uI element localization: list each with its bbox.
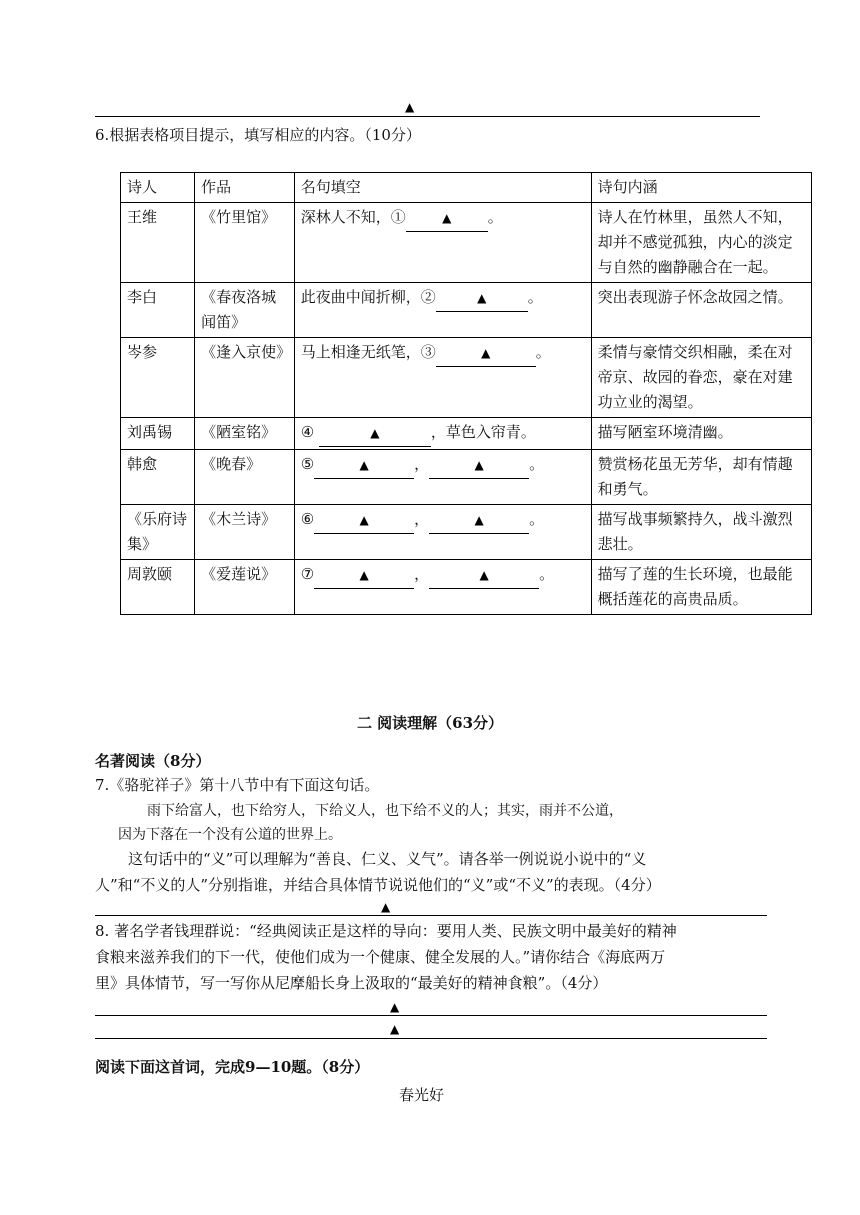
fill-cell: [294, 283, 591, 338]
header-poet: 诗人: [121, 173, 195, 203]
header-meaning: 诗句内涵: [591, 173, 811, 203]
work-cell: 《竹里馆》: [195, 203, 295, 283]
blank-marker: ▲: [359, 568, 369, 582]
meaning-cell: 诗人在竹林里，虽然人不知，却并不感觉孤独，内心的淡定与自然的幽静融合在一起。: [591, 203, 811, 283]
line-separator: ，: [414, 455, 430, 473]
table-row: [121, 560, 812, 615]
line-prefix: ⑤: [300, 455, 315, 473]
blank-marker: ▲: [474, 458, 484, 472]
poem-title: 春光好: [399, 1086, 445, 1104]
answer-blank[interactable]: [436, 285, 528, 312]
fill-cell: [294, 203, 591, 283]
question-8-line-1: 8. 著名学者钱理群说：“经典阅读正是这样的导向：要用人类、民族文明中最美好的精神: [95, 922, 677, 940]
fill-cell: [294, 418, 591, 450]
answer-blank[interactable]: [314, 507, 414, 534]
line-prefix: 马上相逢无纸笔，③: [300, 343, 436, 361]
answer-blank[interactable]: [406, 205, 488, 232]
fill-cell: [294, 560, 591, 615]
line-suffix: 。: [535, 343, 551, 361]
answer-blank[interactable]: [429, 562, 539, 589]
line-suffix: 。: [529, 455, 545, 473]
answer-marker: ▲: [390, 1000, 400, 1014]
poet-cell: 《乐府诗集》: [121, 505, 195, 560]
answer-line: [95, 1015, 767, 1016]
poet-cell: 韩愈: [121, 450, 195, 505]
section-title: 二 阅读理解（63分）: [356, 714, 504, 732]
blank-marker: ▲: [359, 513, 369, 527]
answer-blank[interactable]: [429, 507, 529, 534]
blank-marker: ▲: [479, 568, 489, 582]
poem-section-heading: 阅读下面这首词，完成9—10题。（8分）: [95, 1058, 370, 1076]
work-cell: 《陋室铭》: [195, 418, 295, 450]
quote-line-2: 因为下落在一个没有公道的世界上。: [118, 827, 342, 843]
quote-line-1: 雨下给富人，也下给穷人，下给义人，也下给不义的人；其实，雨并不公道，: [147, 803, 623, 819]
blank-marker: ▲: [359, 458, 369, 472]
table-row: [121, 418, 812, 450]
blank-marker: ▲: [442, 211, 452, 225]
line-prefix: 深林人不知，①: [300, 208, 406, 226]
poetry-table: [120, 172, 812, 615]
meaning-cell: 突出表现游子怀念故园之情。: [591, 283, 811, 338]
answer-line: [95, 1038, 767, 1039]
poet-cell: 李白: [121, 283, 195, 338]
answer-line: [95, 915, 767, 916]
meaning-cell: 描写战事频繁持久，战斗激烈悲壮。: [591, 505, 811, 560]
answer-marker: ▲: [381, 900, 391, 914]
table-row: [121, 283, 812, 338]
meaning-cell: 描写陋室环境清幽。: [591, 418, 811, 450]
answer-blank[interactable]: [436, 340, 536, 367]
answer-marker: ▲: [405, 100, 415, 114]
blank-marker: ▲: [481, 346, 491, 360]
poet-cell: 刘禹锡: [121, 418, 195, 450]
table-row: [121, 338, 812, 418]
question-7-body-2: 人”和“不义的人”分别指谁，并结合具体情节说说他们的“义”或“不义”的表现。（4分）: [95, 876, 661, 894]
question-7-intro: 7.《骆驼祥子》第十八节中有下面这句话。: [95, 776, 380, 794]
question-7-body-1: 这句话中的“义”可以理解为“善良、仁义、义气”。请各举一例说说小说中的“义: [128, 850, 647, 868]
fill-cell: [294, 450, 591, 505]
answer-blank[interactable]: [314, 452, 414, 479]
blank-marker: ▲: [474, 513, 484, 527]
table-row: [121, 505, 812, 560]
classics-heading: 名著阅读（8分）: [95, 752, 211, 770]
meaning-cell: 赞赏杨花虽无芳华，却有情趣和勇气。: [591, 450, 811, 505]
table-row: [121, 203, 812, 283]
fill-cell: [294, 338, 591, 418]
meaning-cell: 描写了莲的生长环境，也最能概括莲花的高贵品质。: [591, 560, 811, 615]
line-suffix: 。: [539, 565, 555, 583]
line-prefix: ⑥: [300, 510, 315, 528]
line-prefix: ⑦: [300, 565, 315, 583]
work-cell: 《逢入京使》: [195, 338, 295, 418]
table-row: [121, 450, 812, 505]
poet-cell: 周敦颐: [121, 560, 195, 615]
line-suffix: 。: [527, 288, 543, 306]
line-prefix: 此夜曲中闻折柳，②: [300, 288, 436, 306]
fill-cell: [294, 505, 591, 560]
answer-line: [95, 116, 760, 117]
line-separator: ，: [414, 565, 430, 583]
table-header-row: [121, 173, 812, 203]
answer-blank[interactable]: [319, 420, 431, 447]
line-suffix: 。: [487, 208, 503, 226]
meaning-cell: 柔情与豪情交织相融，柔在对帝京、故园的眷恋，豪在对建功立业的渴望。: [591, 338, 811, 418]
line-suffix: ，草色入帘青。: [430, 423, 536, 441]
question-8-line-3: 里》具体情节，写一写你从尼摩船长身上汲取的“最美好的精神食粮”。（4分）: [95, 974, 608, 992]
work-cell: 《爱莲说》: [195, 560, 295, 615]
question-8-line-2: 食粮来滋养我们的下一代，使他们成为一个健康、健全发展的人。”请你结合《海底两万: [95, 948, 666, 966]
answer-blank[interactable]: [429, 452, 529, 479]
poet-cell: 岑参: [121, 338, 195, 418]
line-prefix: ④: [300, 423, 315, 441]
answer-marker: ▲: [390, 1022, 400, 1036]
line-suffix: 。: [529, 510, 545, 528]
line-separator: ，: [414, 510, 430, 528]
question-6-prompt: 6.根据表格项目提示，填写相应的内容。（10分）: [95, 126, 421, 144]
header-fill: 名句填空: [294, 173, 591, 203]
header-work: 作品: [195, 173, 295, 203]
work-cell: 《木兰诗》: [195, 505, 295, 560]
work-cell: 《晚春》: [195, 450, 295, 505]
poet-cell: 王维: [121, 203, 195, 283]
blank-marker: ▲: [477, 291, 487, 305]
work-cell: 《春夜洛城闻笛》: [195, 283, 295, 338]
answer-blank[interactable]: [314, 562, 414, 589]
blank-marker: ▲: [370, 426, 380, 440]
